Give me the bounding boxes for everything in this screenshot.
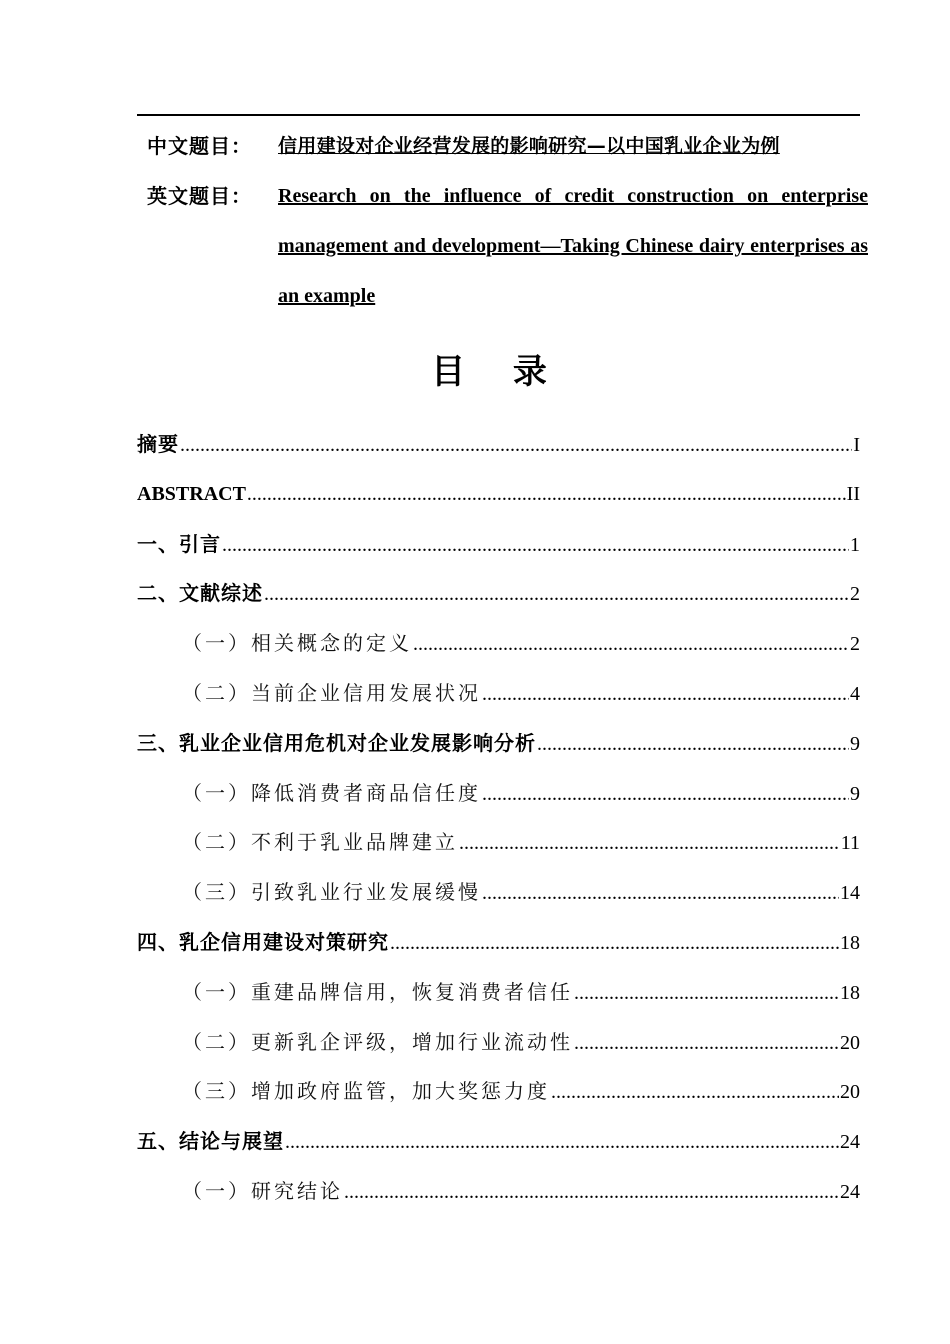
english-title-label: 英文题目： [147,184,252,208]
toc-entry[interactable] [137,769,860,819]
chinese-title: 信用建设对企业经营发展的影响研究—以中国乳业企业为例 [278,135,780,157]
toc-entry-label: 四、乳企信用建设对策研究 [137,929,389,954]
toc-entry-label: （一）相关概念的定义 [182,631,412,656]
toc-entry[interactable] [137,470,860,520]
toc-entry-label: 五、结论与展望 [137,1129,284,1154]
toc-dot-leader [482,670,849,720]
toc-dot-leader [180,421,852,471]
toc-entry-label: 三、乳业企业信用危机对企业发展影响分析 [137,730,536,755]
toc-dot-leader [344,1168,839,1218]
toc-entry[interactable] [137,968,860,1018]
toc-entry[interactable] [137,619,860,669]
toc-heading: 目 录 [431,352,565,392]
toc-entry[interactable] [137,1067,860,1117]
toc-entry[interactable] [137,420,860,470]
toc-entry-page: 9 [850,782,860,805]
toc-dot-leader [390,919,839,969]
toc-entry-page: I [853,434,860,456]
toc-entry-label: （一）降低消费者商品信任度 [182,780,481,805]
toc-entry-page: 1 [850,533,860,556]
toc-dot-leader [459,819,840,869]
toc-entry-page: 2 [850,633,860,656]
toc-entry[interactable] [137,669,860,719]
toc-entry-label: 摘要 [137,432,179,456]
chinese-title-label: 中文题目： [147,134,252,158]
table-of-contents [137,420,860,1217]
toc-dot-leader [537,720,849,770]
toc-entry[interactable] [137,1117,860,1167]
toc-entry[interactable] [137,520,860,570]
english-title: Research on the influence of credit construction on enterprise management and development—Taking Chinese dairy enterprises as an example [278,185,868,307]
toc-entry[interactable] [137,918,860,968]
toc-dot-leader [574,1019,839,1069]
toc-dot-leader [482,869,839,919]
toc-dot-leader [482,770,849,820]
toc-entry[interactable] [137,719,860,769]
toc-entry-label: ABSTRACT [137,482,246,505]
toc-dot-leader [285,1118,839,1168]
toc-entry[interactable] [137,569,860,619]
toc-entry-page: 24 [840,1131,860,1154]
toc-entry-page: 20 [840,1031,860,1054]
toc-entry-page: 18 [840,981,860,1004]
toc-entry[interactable] [137,1018,860,1068]
toc-dot-leader [222,521,849,571]
toc-entry-label: （二）当前企业信用发展状况 [182,680,481,705]
toc-entry-label: （三）增加政府监管，加大奖惩力度 [182,1079,550,1104]
toc-entry-label: 二、文献综述 [137,581,263,606]
toc-entry-label: （一）重建品牌信用，恢复消费者信任 [182,979,573,1004]
toc-entry-page: 9 [850,732,860,755]
toc-entry-label: （二）更新乳企评级，增加行业流动性 [182,1029,573,1054]
toc-entry[interactable] [137,1167,860,1217]
toc-dot-leader [247,470,846,520]
toc-entry-label: （二）不利于乳业品牌建立 [182,830,458,855]
toc-entry-label: （一）研究结论 [182,1178,343,1203]
toc-entry-page: 24 [840,1180,860,1203]
toc-entry-label: （三）引致乳业行业发展缓慢 [182,880,481,905]
toc-entry[interactable] [137,818,860,868]
toc-entry-page: 14 [840,882,860,905]
toc-entry-page: 11 [840,832,860,855]
toc-entry-label: 一、引言 [137,531,221,556]
toc-entry-page: 2 [850,583,860,606]
toc-entry-page: 4 [850,682,860,705]
toc-entry-page: 18 [840,931,860,954]
toc-entry-page: 20 [840,1081,860,1104]
toc-dot-leader [413,620,849,670]
toc-entry-page: II [846,482,860,505]
toc-dot-leader [264,570,849,620]
toc-dot-leader [574,969,839,1019]
header-rule [137,114,860,116]
toc-dot-leader [551,1068,839,1118]
toc-entry[interactable] [137,868,860,918]
